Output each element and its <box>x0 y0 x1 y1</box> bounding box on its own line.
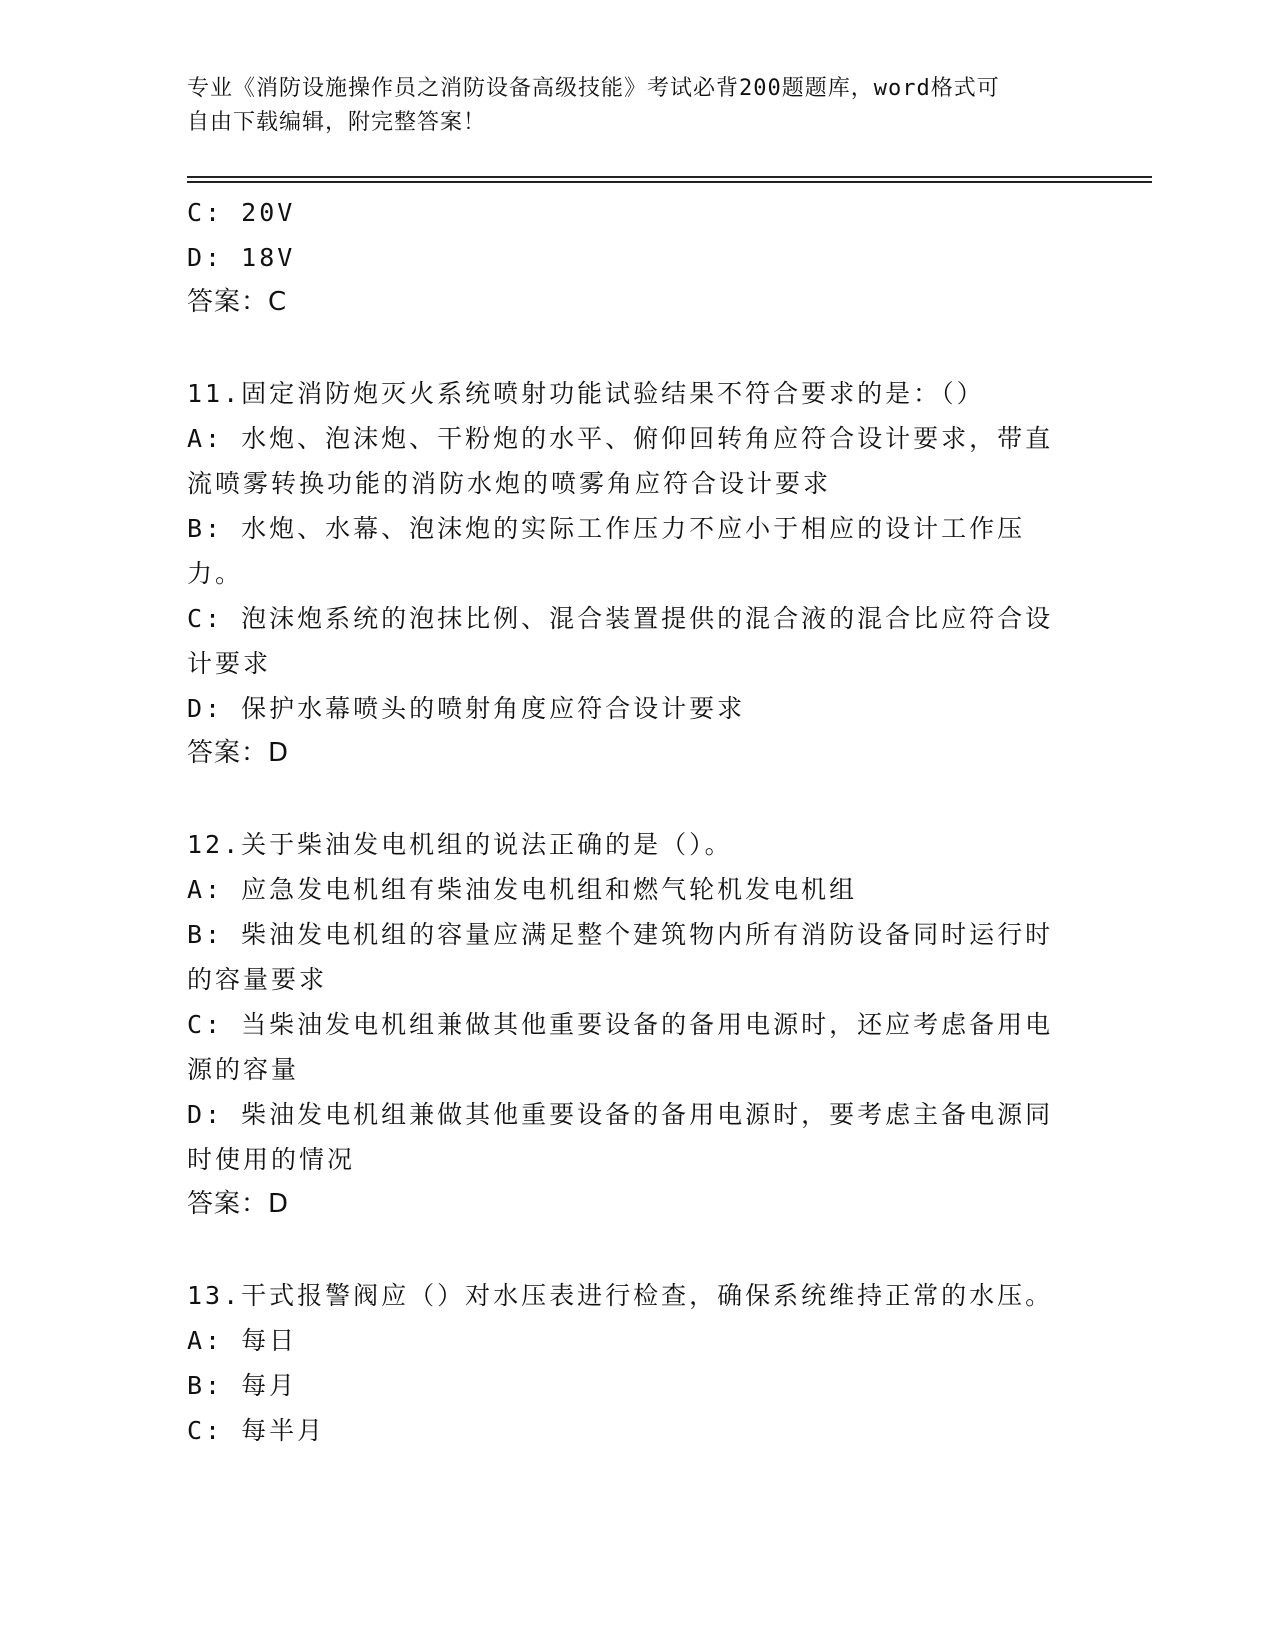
option-d: D: 18V <box>187 243 296 272</box>
option-c: C: 20V <box>187 198 296 227</box>
question-13: 13.干式报警阀应（）对水压表进行检查，确保系统维持正常的水压。 <box>187 1281 1054 1310</box>
option-a: A: 每日 <box>187 1326 298 1355</box>
option-b: B: 柴油发电机组的容量应满足整个建筑物内所有消防设备同时运行时的容量要求 <box>187 920 1054 994</box>
document-body <box>187 190 1067 1453</box>
header-line-1: 专业《消防设施操作员之消防设备高级技能》考试必背200题题库，word格式可 <box>187 76 1000 101</box>
option-d: D: 柴油发电机组兼做其他重要设备的备用电源时，要考虑主备电源同时使用的情况 <box>187 1100 1054 1174</box>
header-rule-bottom <box>187 181 1152 183</box>
header-rule-top <box>187 176 1152 178</box>
question-12: 12.关于柴油发电机组的说法正确的是（）。 <box>187 830 733 859</box>
option-c: C: 当柴油发电机组兼做其他重要设备的备用电源时，还应考虑备用电源的容量 <box>187 1010 1054 1084</box>
option-c: C: 每半月 <box>187 1416 326 1445</box>
header-line-2: 自由下载编辑，附完整答案！ <box>187 110 487 135</box>
option-c: C: 泡沫炮系统的泡抹比例、混合装置提供的混合液的混合比应符合设计要求 <box>187 604 1054 678</box>
answer: 答案：D <box>187 738 290 768</box>
option-a: A: 水炮、泡沫炮、干粉炮的水平、俯仰回转角应符合设计要求，带直流喷雾转换功能的消防水炮的喷雾角应符合设计要求 <box>187 424 1054 498</box>
option-a: A: 应急发电机组有柴油发电机组和燃气轮机发电机组 <box>187 875 858 904</box>
question-11: 11.固定消防炮灭火系统喷射功能试验结果不符合要求的是：（） <box>187 379 985 408</box>
answer: 答案：C <box>187 287 288 317</box>
option-d: D: 保护水幕喷头的喷射角度应符合设计要求 <box>187 694 746 723</box>
option-b: B: 水炮、水幕、泡沫炮的实际工作压力不应小于相应的设计工作压力。 <box>187 514 1026 588</box>
option-b: B: 每月 <box>187 1371 298 1400</box>
document-header <box>187 72 1067 140</box>
answer: 答案：D <box>187 1189 290 1219</box>
